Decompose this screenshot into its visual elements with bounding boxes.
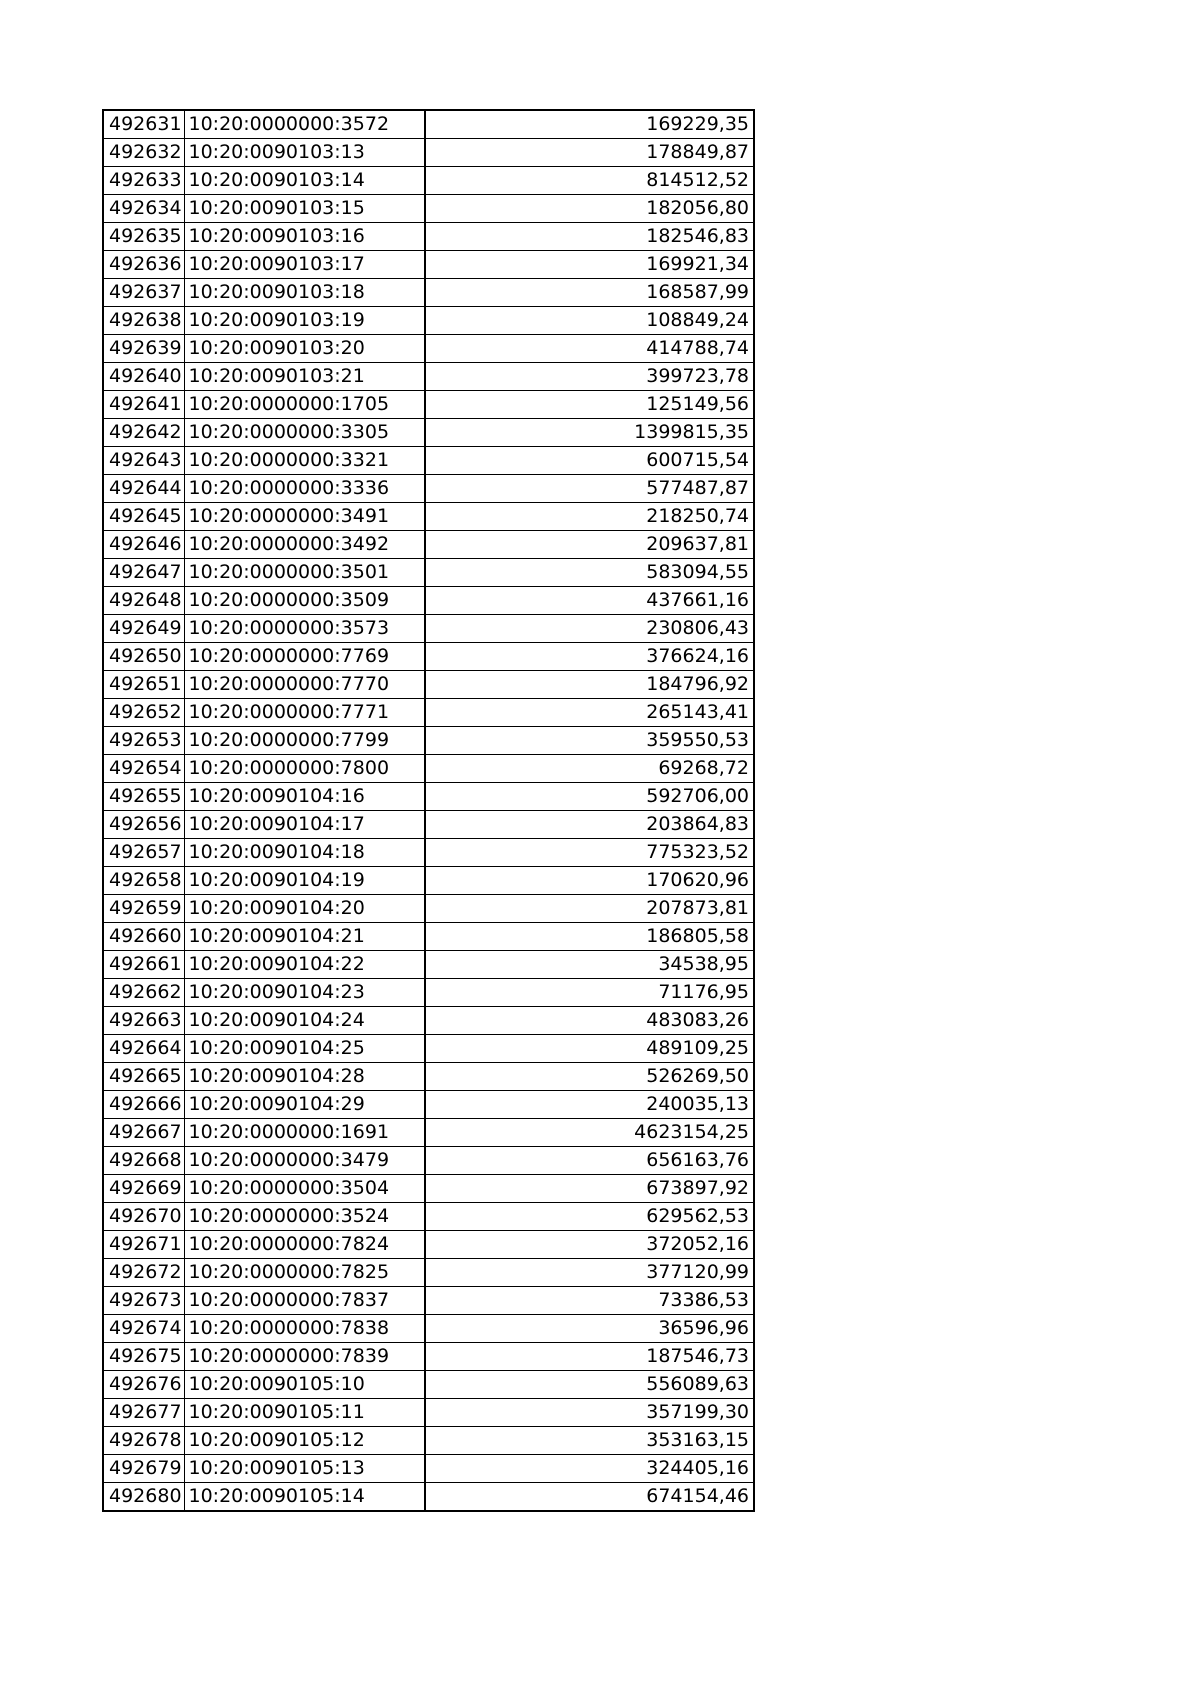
row-number-cell: 492631 bbox=[103, 110, 184, 139]
row-number-cell: 492665 bbox=[103, 1063, 184, 1091]
value-cell: 629562,53 bbox=[425, 1203, 754, 1231]
value-cell: 526269,50 bbox=[425, 1063, 754, 1091]
table-row bbox=[103, 1483, 754, 1512]
cadastral-number-cell: 10:20:0090104:18 bbox=[184, 839, 425, 867]
row-number-cell: 492640 bbox=[103, 363, 184, 391]
table-row bbox=[103, 1035, 754, 1063]
value-cell: 209637,81 bbox=[425, 531, 754, 559]
row-number-cell: 492646 bbox=[103, 531, 184, 559]
row-number-cell: 492657 bbox=[103, 839, 184, 867]
cadastral-number-cell: 10:20:0090103:20 bbox=[184, 335, 425, 363]
table-row bbox=[103, 867, 754, 895]
table-row bbox=[103, 531, 754, 559]
table-row bbox=[103, 1259, 754, 1287]
cadastral-number-cell: 10:20:0090103:17 bbox=[184, 251, 425, 279]
row-number-cell: 492645 bbox=[103, 503, 184, 531]
value-cell: 377120,99 bbox=[425, 1259, 754, 1287]
row-number-cell: 492651 bbox=[103, 671, 184, 699]
cadastral-number-cell: 10:20:0090105:14 bbox=[184, 1483, 425, 1512]
table-row bbox=[103, 587, 754, 615]
row-number-cell: 492668 bbox=[103, 1147, 184, 1175]
value-cell: 674154,46 bbox=[425, 1483, 754, 1512]
cadastral-number-cell: 10:20:0090104:28 bbox=[184, 1063, 425, 1091]
row-number-cell: 492642 bbox=[103, 419, 184, 447]
table-row bbox=[103, 1371, 754, 1399]
value-cell: 673897,92 bbox=[425, 1175, 754, 1203]
table-row bbox=[103, 335, 754, 363]
value-cell: 69268,72 bbox=[425, 755, 754, 783]
value-cell: 125149,56 bbox=[425, 391, 754, 419]
cadastral-number-cell: 10:20:0000000:3504 bbox=[184, 1175, 425, 1203]
value-cell: 170620,96 bbox=[425, 867, 754, 895]
cadastral-number-cell: 10:20:0090103:13 bbox=[184, 139, 425, 167]
table-row bbox=[103, 615, 754, 643]
row-number-cell: 492660 bbox=[103, 923, 184, 951]
cadastral-number-cell: 10:20:0090103:16 bbox=[184, 223, 425, 251]
document-page bbox=[102, 109, 755, 1512]
cadastral-number-cell: 10:20:0000000:3491 bbox=[184, 503, 425, 531]
cadastral-number-cell: 10:20:0090105:12 bbox=[184, 1427, 425, 1455]
value-cell: 775323,52 bbox=[425, 839, 754, 867]
table-row bbox=[103, 139, 754, 167]
cadastral-number-cell: 10:20:0090104:21 bbox=[184, 923, 425, 951]
value-cell: 324405,16 bbox=[425, 1455, 754, 1483]
cadastral-number-cell: 10:20:0000000:3321 bbox=[184, 447, 425, 475]
cadastral-number-cell: 10:20:0000000:3509 bbox=[184, 587, 425, 615]
value-cell: 376624,16 bbox=[425, 643, 754, 671]
value-cell: 73386,53 bbox=[425, 1287, 754, 1315]
row-number-cell: 492635 bbox=[103, 223, 184, 251]
row-number-cell: 492652 bbox=[103, 699, 184, 727]
value-cell: 230806,43 bbox=[425, 615, 754, 643]
row-number-cell: 492654 bbox=[103, 755, 184, 783]
table-row bbox=[103, 811, 754, 839]
row-number-cell: 492663 bbox=[103, 1007, 184, 1035]
table-row bbox=[103, 1007, 754, 1035]
row-number-cell: 492633 bbox=[103, 167, 184, 195]
cadastral-number-cell: 10:20:0000000:3305 bbox=[184, 419, 425, 447]
table-row bbox=[103, 447, 754, 475]
row-number-cell: 492671 bbox=[103, 1231, 184, 1259]
cadastral-number-cell: 10:20:0090104:25 bbox=[184, 1035, 425, 1063]
cadastral-number-cell: 10:20:0000000:7799 bbox=[184, 727, 425, 755]
row-number-cell: 492647 bbox=[103, 559, 184, 587]
table-row bbox=[103, 923, 754, 951]
cadastral-number-cell: 10:20:0000000:7839 bbox=[184, 1343, 425, 1371]
value-cell: 359550,53 bbox=[425, 727, 754, 755]
cadastral-number-cell: 10:20:0000000:7800 bbox=[184, 755, 425, 783]
row-number-cell: 492675 bbox=[103, 1343, 184, 1371]
table-row bbox=[103, 1427, 754, 1455]
table-row bbox=[103, 783, 754, 811]
cadastral-number-cell: 10:20:0090105:10 bbox=[184, 1371, 425, 1399]
cadastral-number-cell: 10:20:0090104:17 bbox=[184, 811, 425, 839]
value-cell: 414788,74 bbox=[425, 335, 754, 363]
row-number-cell: 492661 bbox=[103, 951, 184, 979]
table-row bbox=[103, 727, 754, 755]
value-cell: 577487,87 bbox=[425, 475, 754, 503]
row-number-cell: 492673 bbox=[103, 1287, 184, 1315]
value-cell: 437661,16 bbox=[425, 587, 754, 615]
row-number-cell: 492634 bbox=[103, 195, 184, 223]
table-row bbox=[103, 363, 754, 391]
row-number-cell: 492653 bbox=[103, 727, 184, 755]
value-cell: 187546,73 bbox=[425, 1343, 754, 1371]
cadastral-number-cell: 10:20:0000000:1691 bbox=[184, 1119, 425, 1147]
row-number-cell: 492636 bbox=[103, 251, 184, 279]
value-cell: 265143,41 bbox=[425, 699, 754, 727]
cadastral-number-cell: 10:20:0000000:7771 bbox=[184, 699, 425, 727]
cadastral-number-cell: 10:20:0000000:3336 bbox=[184, 475, 425, 503]
value-cell: 34538,95 bbox=[425, 951, 754, 979]
table-row bbox=[103, 419, 754, 447]
row-number-cell: 492680 bbox=[103, 1483, 184, 1512]
value-cell: 592706,00 bbox=[425, 783, 754, 811]
cadastral-number-cell: 10:20:0000000:3501 bbox=[184, 559, 425, 587]
cadastral-number-cell: 10:20:0090103:19 bbox=[184, 307, 425, 335]
value-cell: 656163,76 bbox=[425, 1147, 754, 1175]
value-cell: 168587,99 bbox=[425, 279, 754, 307]
cadastral-number-cell: 10:20:0000000:7770 bbox=[184, 671, 425, 699]
row-number-cell: 492643 bbox=[103, 447, 184, 475]
row-number-cell: 492638 bbox=[103, 307, 184, 335]
value-cell: 399723,78 bbox=[425, 363, 754, 391]
cadastral-number-cell: 10:20:0000000:3524 bbox=[184, 1203, 425, 1231]
cadastral-number-cell: 10:20:0000000:7825 bbox=[184, 1259, 425, 1287]
table-row bbox=[103, 279, 754, 307]
value-cell: 178849,87 bbox=[425, 139, 754, 167]
value-cell: 483083,26 bbox=[425, 1007, 754, 1035]
table-row bbox=[103, 1091, 754, 1119]
table-row bbox=[103, 671, 754, 699]
data-table bbox=[102, 109, 755, 1512]
cadastral-number-cell: 10:20:0090105:11 bbox=[184, 1399, 425, 1427]
value-cell: 814512,52 bbox=[425, 167, 754, 195]
table-row bbox=[103, 1175, 754, 1203]
row-number-cell: 492669 bbox=[103, 1175, 184, 1203]
row-number-cell: 492679 bbox=[103, 1455, 184, 1483]
value-cell: 1399815,35 bbox=[425, 419, 754, 447]
row-number-cell: 492658 bbox=[103, 867, 184, 895]
cadastral-number-cell: 10:20:0090105:13 bbox=[184, 1455, 425, 1483]
value-cell: 108849,24 bbox=[425, 307, 754, 335]
row-number-cell: 492666 bbox=[103, 1091, 184, 1119]
value-cell: 169921,34 bbox=[425, 251, 754, 279]
table-row bbox=[103, 1315, 754, 1343]
cadastral-number-cell: 10:20:0000000:7837 bbox=[184, 1287, 425, 1315]
value-cell: 489109,25 bbox=[425, 1035, 754, 1063]
value-cell: 218250,74 bbox=[425, 503, 754, 531]
cadastral-number-cell: 10:20:0090104:24 bbox=[184, 1007, 425, 1035]
table-row bbox=[103, 1287, 754, 1315]
row-number-cell: 492659 bbox=[103, 895, 184, 923]
table-row bbox=[103, 503, 754, 531]
value-cell: 372052,16 bbox=[425, 1231, 754, 1259]
table-row bbox=[103, 391, 754, 419]
row-number-cell: 492649 bbox=[103, 615, 184, 643]
cadastral-number-cell: 10:20:0090103:15 bbox=[184, 195, 425, 223]
table-row bbox=[103, 979, 754, 1007]
cadastral-number-cell: 10:20:0000000:3492 bbox=[184, 531, 425, 559]
cadastral-number-cell: 10:20:0000000:7824 bbox=[184, 1231, 425, 1259]
table-row bbox=[103, 755, 754, 783]
row-number-cell: 492676 bbox=[103, 1371, 184, 1399]
table-row bbox=[103, 307, 754, 335]
row-number-cell: 492650 bbox=[103, 643, 184, 671]
cadastral-number-cell: 10:20:0090104:16 bbox=[184, 783, 425, 811]
value-cell: 583094,55 bbox=[425, 559, 754, 587]
table-body bbox=[103, 110, 754, 1511]
value-cell: 169229,35 bbox=[425, 110, 754, 139]
value-cell: 71176,95 bbox=[425, 979, 754, 1007]
row-number-cell: 492632 bbox=[103, 139, 184, 167]
cadastral-number-cell: 10:20:0000000:1705 bbox=[184, 391, 425, 419]
cadastral-number-cell: 10:20:0090104:20 bbox=[184, 895, 425, 923]
value-cell: 182546,83 bbox=[425, 223, 754, 251]
table-row bbox=[103, 1147, 754, 1175]
row-number-cell: 492644 bbox=[103, 475, 184, 503]
table-row bbox=[103, 559, 754, 587]
cadastral-number-cell: 10:20:0090104:23 bbox=[184, 979, 425, 1007]
cadastral-number-cell: 10:20:0090103:14 bbox=[184, 167, 425, 195]
table-row bbox=[103, 195, 754, 223]
table-row bbox=[103, 1231, 754, 1259]
table-row bbox=[103, 895, 754, 923]
value-cell: 182056,80 bbox=[425, 195, 754, 223]
cadastral-number-cell: 10:20:0000000:7769 bbox=[184, 643, 425, 671]
table-row bbox=[103, 1399, 754, 1427]
value-cell: 357199,30 bbox=[425, 1399, 754, 1427]
cadastral-number-cell: 10:20:0000000:7838 bbox=[184, 1315, 425, 1343]
table-row bbox=[103, 1063, 754, 1091]
row-number-cell: 492674 bbox=[103, 1315, 184, 1343]
row-number-cell: 492670 bbox=[103, 1203, 184, 1231]
value-cell: 600715,54 bbox=[425, 447, 754, 475]
table-row bbox=[103, 251, 754, 279]
cadastral-number-cell: 10:20:0090103:21 bbox=[184, 363, 425, 391]
table-row bbox=[103, 167, 754, 195]
table-row bbox=[103, 951, 754, 979]
row-number-cell: 492677 bbox=[103, 1399, 184, 1427]
cadastral-number-cell: 10:20:0090104:22 bbox=[184, 951, 425, 979]
table-row bbox=[103, 1455, 754, 1483]
cadastral-number-cell: 10:20:0000000:3572 bbox=[184, 110, 425, 139]
table-row bbox=[103, 110, 754, 139]
cadastral-number-cell: 10:20:0000000:3573 bbox=[184, 615, 425, 643]
cadastral-number-cell: 10:20:0090104:19 bbox=[184, 867, 425, 895]
table-row bbox=[103, 223, 754, 251]
row-number-cell: 492662 bbox=[103, 979, 184, 1007]
row-number-cell: 492672 bbox=[103, 1259, 184, 1287]
table-row bbox=[103, 1119, 754, 1147]
row-number-cell: 492639 bbox=[103, 335, 184, 363]
row-number-cell: 492664 bbox=[103, 1035, 184, 1063]
row-number-cell: 492667 bbox=[103, 1119, 184, 1147]
cadastral-number-cell: 10:20:0090104:29 bbox=[184, 1091, 425, 1119]
table-row bbox=[103, 1203, 754, 1231]
value-cell: 353163,15 bbox=[425, 1427, 754, 1455]
value-cell: 184796,92 bbox=[425, 671, 754, 699]
row-number-cell: 492655 bbox=[103, 783, 184, 811]
value-cell: 4623154,25 bbox=[425, 1119, 754, 1147]
table-row bbox=[103, 699, 754, 727]
value-cell: 207873,81 bbox=[425, 895, 754, 923]
table-row bbox=[103, 839, 754, 867]
value-cell: 203864,83 bbox=[425, 811, 754, 839]
cadastral-number-cell: 10:20:0090103:18 bbox=[184, 279, 425, 307]
row-number-cell: 492678 bbox=[103, 1427, 184, 1455]
row-number-cell: 492637 bbox=[103, 279, 184, 307]
value-cell: 186805,58 bbox=[425, 923, 754, 951]
row-number-cell: 492648 bbox=[103, 587, 184, 615]
row-number-cell: 492641 bbox=[103, 391, 184, 419]
cadastral-number-cell: 10:20:0000000:3479 bbox=[184, 1147, 425, 1175]
value-cell: 240035,13 bbox=[425, 1091, 754, 1119]
table-row bbox=[103, 643, 754, 671]
row-number-cell: 492656 bbox=[103, 811, 184, 839]
value-cell: 36596,96 bbox=[425, 1315, 754, 1343]
table-row bbox=[103, 475, 754, 503]
value-cell: 556089,63 bbox=[425, 1371, 754, 1399]
table-row bbox=[103, 1343, 754, 1371]
